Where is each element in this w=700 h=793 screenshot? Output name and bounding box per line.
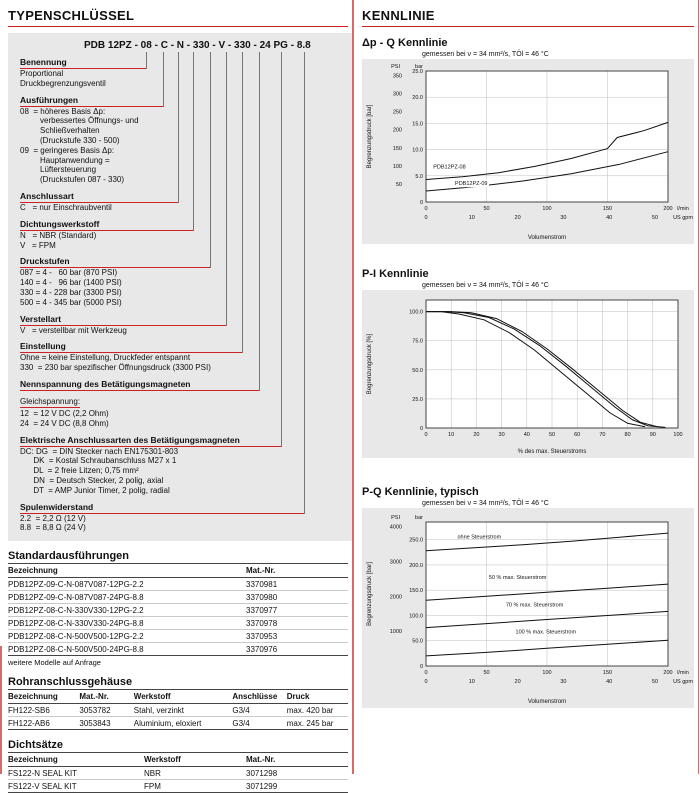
table-title: Dichtsätze xyxy=(8,739,64,752)
svg-text:30: 30 xyxy=(560,679,567,685)
column-header: Mat.-Nr. xyxy=(246,753,348,767)
type-key-line: 500 = 4 - 345 bar (5000 PSI) xyxy=(20,297,122,307)
table-row xyxy=(8,591,348,604)
chart-block xyxy=(362,486,694,708)
table-cell: 3370977 xyxy=(246,604,348,617)
table-cell: PDB12PZ-08-C-N-500V500-12PG-2.2 xyxy=(8,630,246,643)
svg-text:1000: 1000 xyxy=(389,629,402,636)
svg-text:0: 0 xyxy=(424,215,428,221)
svg-text:50: 50 xyxy=(548,432,556,438)
table-cell: Stahl, verzinkt xyxy=(134,704,233,717)
svg-text:150: 150 xyxy=(602,206,613,212)
chart-title: Δp - Q Kennlinie xyxy=(362,37,448,49)
connector-line xyxy=(304,52,305,514)
table-cell: 3370953 xyxy=(246,630,348,643)
svg-text:3000: 3000 xyxy=(389,559,402,566)
svg-text:50 % max. Steuerstrom: 50 % max. Steuerstrom xyxy=(488,575,547,582)
right-column xyxy=(362,6,694,712)
table-cell: PDB12PZ-08-C-N-500V500-24PG-8.8 xyxy=(8,643,246,656)
type-key-section xyxy=(20,256,348,307)
data-table xyxy=(8,689,348,730)
svg-text:10.0: 10.0 xyxy=(412,147,423,154)
column-header: Bezeichnung xyxy=(8,690,79,704)
column-header: Werkstoff xyxy=(134,690,233,704)
type-key-section-title: Benennung xyxy=(20,57,146,69)
chart-block xyxy=(362,37,694,244)
type-key-line: DT = AMP Junior Timer, 2 polig, radial xyxy=(20,485,170,495)
svg-text:25.0: 25.0 xyxy=(412,396,423,403)
table-cell: 3370981 xyxy=(246,578,348,591)
svg-text:4000: 4000 xyxy=(389,524,402,531)
table-block xyxy=(8,676,348,730)
title-rule xyxy=(8,26,348,27)
svg-text:0: 0 xyxy=(424,432,428,438)
svg-text:250: 250 xyxy=(392,109,402,116)
type-key-line: 330 = 230 bar spezifischer Öffnungsdruck (3300 PSI) xyxy=(20,363,211,373)
svg-text:90: 90 xyxy=(649,432,656,438)
connector-line xyxy=(178,52,179,203)
column-header: Werkstoff xyxy=(144,753,246,767)
type-key-section xyxy=(20,502,348,534)
table-cell: G3/4 xyxy=(232,704,286,717)
svg-text:70: 70 xyxy=(599,432,606,438)
table-row xyxy=(8,578,348,591)
svg-text:l/min: l/min xyxy=(677,670,689,676)
title-rule xyxy=(362,26,694,27)
type-key-section-title: Druckstufen xyxy=(20,256,210,268)
chart-subtitle: gemessen bei ν = 34 mm²/s, TÖl = 46 °C xyxy=(422,500,549,507)
svg-text:bar: bar xyxy=(415,515,423,521)
svg-text:Begrenzungsdruck [bar]: Begrenzungsdruck [bar] xyxy=(367,562,373,626)
svg-text:50: 50 xyxy=(395,181,402,188)
svg-text:30: 30 xyxy=(560,215,567,221)
svg-text:20.0: 20.0 xyxy=(412,95,423,102)
chart-svg xyxy=(362,290,698,458)
svg-text:0: 0 xyxy=(424,670,428,676)
left-column xyxy=(8,6,348,793)
type-key-line: Ohne = keine Einstellung, Druckfeder entspannt xyxy=(20,353,191,363)
connector-line xyxy=(163,52,164,107)
svg-text:US gpm: US gpm xyxy=(673,679,693,685)
table-cell: PDB12PZ-09-C-N-087V087-12PG-2.2 xyxy=(8,578,246,591)
table-cell: FS122-N SEAL KIT xyxy=(8,767,144,780)
chart-subtitle: gemessen bei ν = 34 mm²/s, TÖl = 46 °C xyxy=(422,282,549,289)
svg-text:30: 30 xyxy=(498,432,505,438)
type-key-line: verbessertes Öffnungs- und xyxy=(20,116,139,126)
table-cell: 3053782 xyxy=(79,704,133,717)
svg-text:Volumenstrom: Volumenstrom xyxy=(527,699,567,705)
svg-text:150: 150 xyxy=(392,145,402,152)
type-key-line: V = FPM xyxy=(20,240,56,250)
svg-text:200.0: 200.0 xyxy=(409,562,423,569)
table-cell: PDB12PZ-09-C-N-087V087-24PG-8.8 xyxy=(8,591,246,604)
type-key-line: Schließverhalten xyxy=(20,126,100,136)
svg-text:20: 20 xyxy=(514,679,521,685)
svg-text:40: 40 xyxy=(606,215,613,221)
type-key-section-title: Dichtungswerkstoff xyxy=(20,219,193,231)
type-key-line: Hauptanwendung = xyxy=(20,155,110,165)
chart-figure xyxy=(362,59,694,244)
svg-text:100.0: 100.0 xyxy=(409,613,423,620)
type-key-line: (Druckstufe 330 - 500) xyxy=(20,135,120,145)
svg-text:200: 200 xyxy=(663,206,673,212)
svg-text:60: 60 xyxy=(574,432,581,438)
charts-area xyxy=(362,37,694,708)
svg-text:100: 100 xyxy=(392,163,402,170)
svg-text:PDB12PZ-08: PDB12PZ-08 xyxy=(433,164,466,171)
column-header: Anschlüsse xyxy=(232,690,286,704)
table-cell: 3071299 xyxy=(246,780,348,793)
svg-text:50.0: 50.0 xyxy=(412,367,423,374)
table-title: Rohranschlussgehäuse xyxy=(8,676,133,689)
table-cell: FH122-AB6 xyxy=(8,717,79,730)
svg-text:100: 100 xyxy=(542,670,552,676)
svg-text:15.0: 15.0 xyxy=(412,121,423,128)
type-key-section xyxy=(20,341,348,373)
type-key-section xyxy=(20,95,348,185)
table-row xyxy=(8,717,348,730)
svg-text:0: 0 xyxy=(419,664,423,670)
svg-text:80: 80 xyxy=(624,432,631,438)
svg-text:% des max. Steuerstroms: % des max. Steuerstroms xyxy=(517,449,587,455)
type-key-section-title: Ausführungen xyxy=(20,95,163,107)
svg-text:50: 50 xyxy=(651,679,659,685)
type-key-line: 8.8 = 8,8 Ω (24 V) xyxy=(20,523,86,533)
svg-text:20: 20 xyxy=(514,215,521,221)
svg-text:70 % max. Steuerstrom: 70 % max. Steuerstrom xyxy=(505,602,564,609)
svg-text:300: 300 xyxy=(392,91,402,98)
type-key-section xyxy=(20,191,348,213)
svg-text:Volumenstrom: Volumenstrom xyxy=(527,235,567,241)
table-row xyxy=(8,704,348,717)
typenschluessel-title: TYPENSCHLÜSSEL xyxy=(8,8,135,23)
svg-text:PSI: PSI xyxy=(391,64,400,70)
type-key-section xyxy=(20,314,348,336)
type-key-panel xyxy=(8,33,352,541)
svg-text:0: 0 xyxy=(419,426,423,432)
table-block xyxy=(8,739,348,793)
type-key-line: DL = 2 freie Litzen; 0,75 mm² xyxy=(20,466,139,476)
type-key-line: DN = Deutsch Stecker, 2 polig, axial xyxy=(20,475,164,485)
table-cell: PDB12PZ-08-C-N-330V330-12PG-2.2 xyxy=(8,604,246,617)
table-row xyxy=(8,630,348,643)
connector-line xyxy=(193,52,194,231)
type-key-line: 2.2 = 2,2 Ω (12 V) xyxy=(20,513,86,523)
table-cell: FS122-V SEAL KIT xyxy=(8,780,144,793)
column-header: Bezeichnung xyxy=(8,753,144,767)
svg-text:Begrenzungsdruck [%]: Begrenzungsdruck [%] xyxy=(367,333,373,395)
svg-text:150.0: 150.0 xyxy=(409,588,423,595)
svg-text:Begrenzungsdruck [bar]: Begrenzungsdruck [bar] xyxy=(367,104,373,169)
type-key-line: Lüftersteuerung xyxy=(20,165,97,175)
type-code: PDB 12PZ - 08 - C - N - 330 - V - 330 - 24 PG - 8.8 xyxy=(84,40,311,51)
column-header: Bezeichnung xyxy=(8,564,246,578)
type-key-section xyxy=(20,379,348,429)
chart-subtitle: gemessen bei ν = 34 mm²/s, TÖl = 46 °C xyxy=(422,51,549,58)
table-cell: max. 245 bar xyxy=(287,717,348,730)
type-key-line: 330 = 4 - 228 bar (3300 PSI) xyxy=(20,287,122,297)
svg-text:0: 0 xyxy=(424,206,428,212)
table-cell: 3370980 xyxy=(246,591,348,604)
svg-text:bar: bar xyxy=(415,64,423,70)
connector-line xyxy=(259,52,260,391)
table-cell: PDB12PZ-08-C-N-330V330-24PG-8.8 xyxy=(8,617,246,630)
type-key-line: 087 = 4 - 60 bar (870 PSI) xyxy=(20,268,118,278)
tables-area xyxy=(8,550,348,793)
connector-line xyxy=(226,52,227,326)
connector-line xyxy=(242,52,243,353)
svg-text:40: 40 xyxy=(606,679,613,685)
svg-text:ohne Steuerstrom: ohne Steuerstrom xyxy=(457,534,502,541)
type-key-line: Proportional xyxy=(20,69,64,78)
type-key-line: C = nur Einschraubventil xyxy=(20,202,112,212)
type-key-line: 140 = 4 - 96 bar (1400 PSI) xyxy=(20,278,122,288)
type-key-section-title: Anschlussart xyxy=(20,191,178,203)
table-cell: max. 420 bar xyxy=(287,704,348,717)
chart-figure xyxy=(362,508,694,708)
left-edge-rule xyxy=(0,646,2,774)
svg-text:50.0: 50.0 xyxy=(412,638,423,645)
table-cell: FPM xyxy=(144,780,246,793)
svg-text:25.0: 25.0 xyxy=(412,69,423,75)
svg-text:0: 0 xyxy=(424,679,428,685)
column-header: Druck xyxy=(287,690,348,704)
type-key-line: 09 = geringeres Basis Δp: xyxy=(20,145,115,155)
chart-title: P-I Kennlinie xyxy=(362,268,429,280)
type-key-line: 08 = höheres Basis Δp: xyxy=(20,106,106,116)
type-key-line: V = verstellbar mit Werkzeug xyxy=(20,325,127,335)
table-row xyxy=(8,767,348,780)
table-note: weitere Modelle auf Anfrage xyxy=(8,658,101,668)
table-row xyxy=(8,643,348,656)
data-table xyxy=(8,563,348,656)
connector-line xyxy=(146,52,147,69)
type-key-section-title: Elektrische Anschlussarten des Betätigungsmagneten xyxy=(20,435,281,447)
svg-text:50: 50 xyxy=(483,206,490,212)
type-key-line: DK = Kostal Schraubanschluss M27 x 1 xyxy=(20,456,177,466)
type-key-line: Druckbegrenzungsventil xyxy=(20,78,106,88)
svg-text:100: 100 xyxy=(542,206,552,212)
type-key-line: 12 = 12 V DC (2,2 Ohm) xyxy=(20,408,109,418)
column-header: Mat.-Nr. xyxy=(246,564,348,578)
column-divider-rule xyxy=(352,0,354,774)
svg-text:5.0: 5.0 xyxy=(415,173,423,180)
type-key-section-title: Spulenwiderstand xyxy=(20,502,304,514)
svg-text:0: 0 xyxy=(419,200,423,206)
table-header-row xyxy=(8,690,348,704)
table-cell: FH122-SB6 xyxy=(8,704,79,717)
svg-text:200: 200 xyxy=(392,127,402,134)
table-header-row xyxy=(8,753,348,767)
chart-figure xyxy=(362,290,694,458)
chart-block xyxy=(362,268,694,458)
svg-text:10: 10 xyxy=(468,679,475,685)
svg-text:US gpm: US gpm xyxy=(673,215,693,221)
svg-text:100: 100 xyxy=(673,432,683,438)
table-row xyxy=(8,617,348,630)
connector-line xyxy=(281,52,282,447)
svg-text:l/min: l/min xyxy=(677,206,689,212)
svg-text:2000: 2000 xyxy=(389,594,402,601)
table-cell: Aluminium, eloxiert xyxy=(134,717,233,730)
svg-text:100 % max. Steuerstrom: 100 % max. Steuerstrom xyxy=(515,629,577,636)
svg-text:PDB12PZ-09: PDB12PZ-09 xyxy=(455,181,488,188)
type-key-line: (Druckstufen 087 - 330) xyxy=(20,175,125,185)
column-header: Mat.-Nr. xyxy=(79,690,133,704)
chart-svg xyxy=(362,508,698,708)
chart-svg xyxy=(362,59,698,244)
table-block xyxy=(8,550,348,667)
type-key-section xyxy=(20,435,348,496)
type-key-section xyxy=(20,57,348,89)
type-key-section-title: Einstellung xyxy=(20,341,242,353)
type-key-line: DC: DG = DIN Stecker nach EN175301-803 xyxy=(20,446,179,456)
svg-text:50: 50 xyxy=(651,215,659,221)
svg-text:350: 350 xyxy=(392,73,402,80)
svg-text:10: 10 xyxy=(448,432,455,438)
svg-text:10: 10 xyxy=(468,215,475,221)
type-key-line: 24 = 24 V DC (8,8 Ohm) xyxy=(20,418,109,428)
svg-text:250.0: 250.0 xyxy=(409,537,423,544)
svg-text:200: 200 xyxy=(663,670,673,676)
table-cell: NBR xyxy=(144,767,246,780)
svg-text:75.0: 75.0 xyxy=(412,338,423,345)
data-table xyxy=(8,752,348,793)
type-key-sections xyxy=(20,57,348,533)
table-cell: 3370978 xyxy=(246,617,348,630)
table-row xyxy=(8,780,348,793)
type-key-section-title: Verstellart xyxy=(20,314,226,326)
table-cell: 3053843 xyxy=(79,717,133,730)
type-key-section xyxy=(20,219,348,251)
svg-text:100.0: 100.0 xyxy=(409,309,423,316)
table-cell: G3/4 xyxy=(232,717,286,730)
svg-text:20: 20 xyxy=(473,432,480,438)
table-row xyxy=(8,604,348,617)
kennlinie-title: KENNLINIE xyxy=(362,8,435,23)
table-cell: 3370976 xyxy=(246,643,348,656)
svg-text:PSI: PSI xyxy=(391,515,400,521)
type-key-section-title: Nennspannung des Betätigungsmagneten xyxy=(20,379,259,391)
type-key-line: N = NBR (Standard) xyxy=(20,230,97,240)
table-title: Standardausführungen xyxy=(8,550,130,563)
table-header-row xyxy=(8,564,348,578)
type-key-subheading: Gleichspannung: xyxy=(20,396,81,406)
svg-text:40: 40 xyxy=(523,432,530,438)
svg-text:150: 150 xyxy=(602,670,613,676)
table-cell: 3071298 xyxy=(246,767,348,780)
svg-text:50: 50 xyxy=(483,670,490,676)
connector-line xyxy=(210,52,211,268)
chart-title: P-Q Kennlinie, typisch xyxy=(362,486,479,498)
